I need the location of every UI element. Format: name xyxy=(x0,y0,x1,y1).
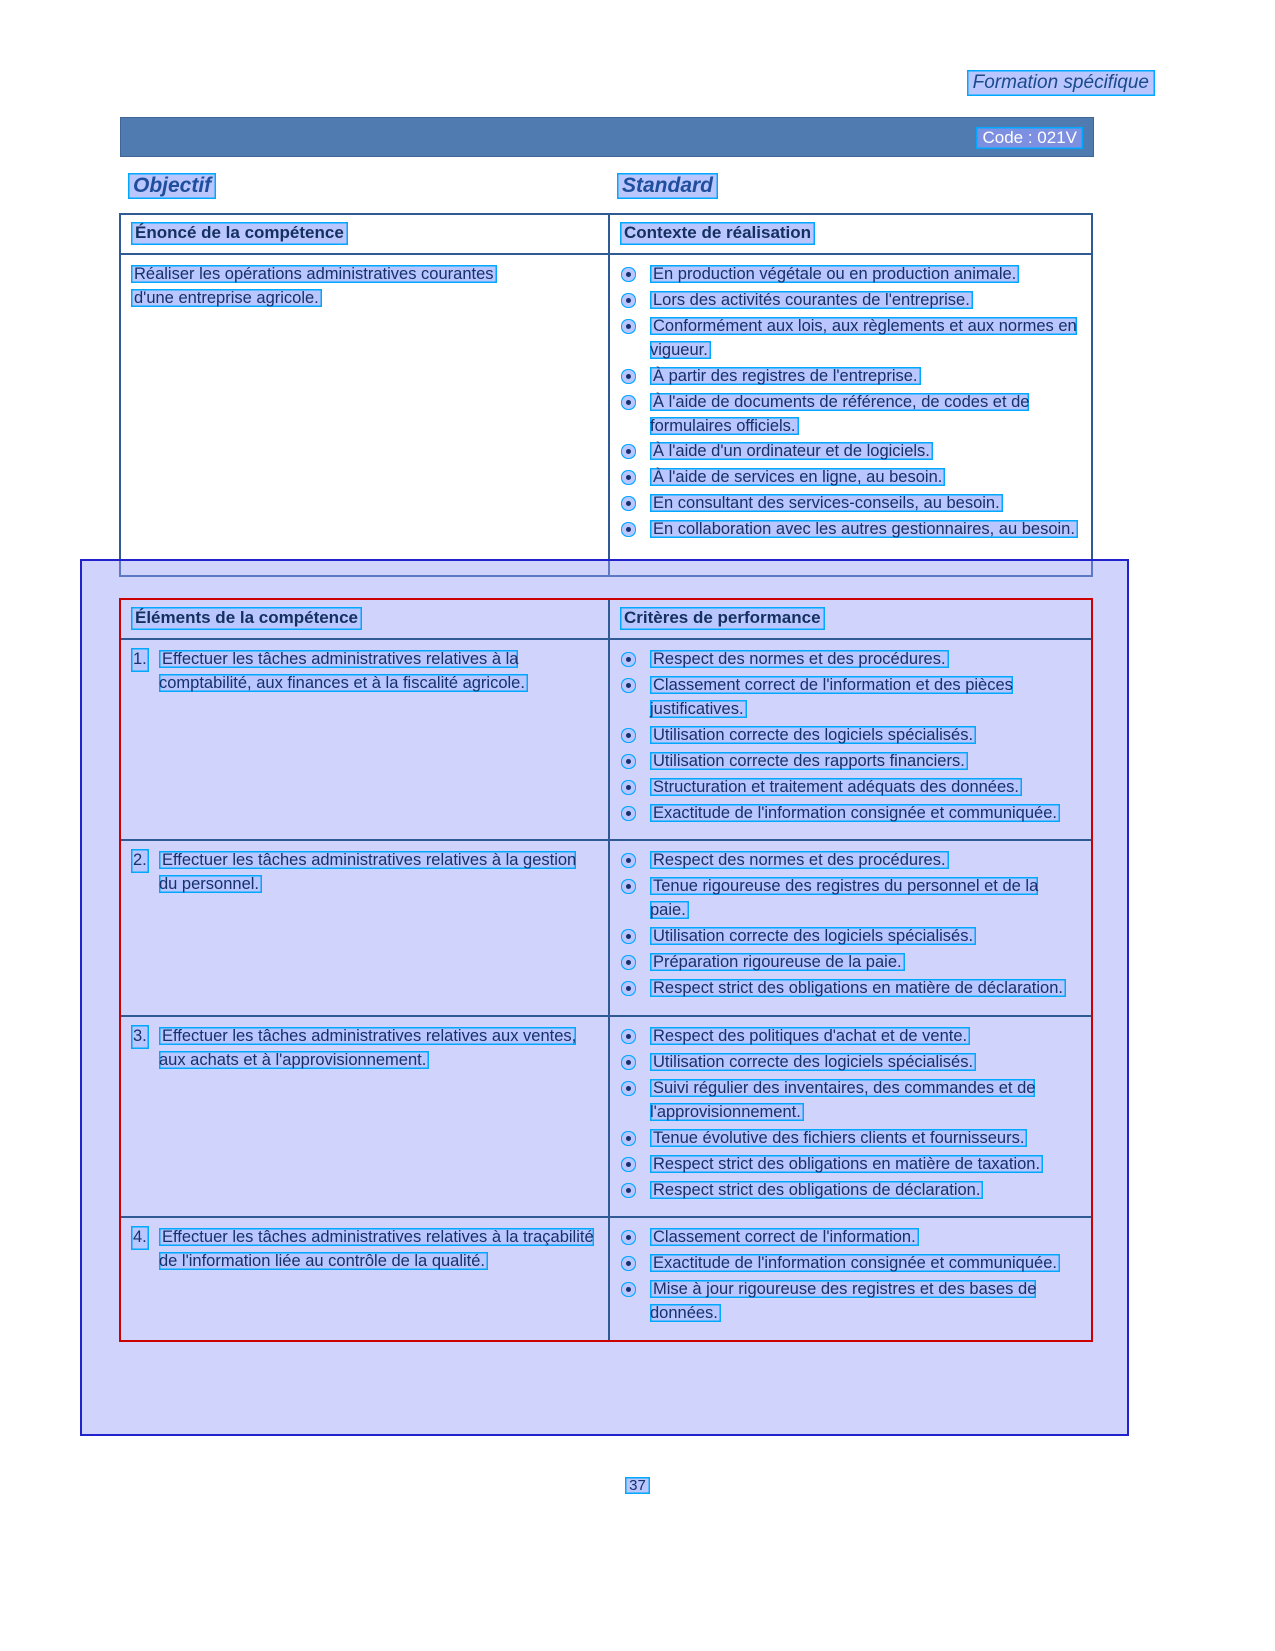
list-item xyxy=(620,802,1081,826)
table1-header-row xyxy=(121,215,1091,255)
element-cell xyxy=(121,841,610,1015)
critere-text: Préparation rigoureuse de la paie. xyxy=(650,953,905,971)
criteres-header-label: Critères de performance xyxy=(620,607,825,630)
critere-text: Mise à jour rigoureuse des registres et des bases de données. xyxy=(650,1280,1037,1323)
critere-text: Utilisation correcte des logiciels spécialisés. xyxy=(650,1053,976,1071)
list-item xyxy=(620,1179,1081,1203)
critere-text: Respect strict des obligations de déclaration. xyxy=(650,1181,983,1199)
table1-body-row xyxy=(121,255,1091,575)
table2-header-left-cell xyxy=(121,600,610,638)
elements-header-label: Éléments de la compétence xyxy=(131,607,362,630)
list-item xyxy=(620,977,1081,1001)
enonce-line-1: Réaliser les opérations administratives courantes xyxy=(131,265,497,283)
critere-text: Exactitude de l'information consignée et communiquée. xyxy=(650,804,1060,822)
contexte-item-text: En production végétale ou en production animale. xyxy=(650,265,1019,283)
element-entry xyxy=(131,849,598,897)
elements-criteres-table xyxy=(119,598,1093,1342)
list-item xyxy=(620,648,1081,672)
list-item xyxy=(620,674,1081,722)
enonce-header-label: Énoncé de la compétence xyxy=(131,222,348,245)
table2-header-right-cell xyxy=(610,600,1091,638)
list-item xyxy=(620,391,1081,439)
enonce-text xyxy=(131,263,598,311)
criteres-list xyxy=(620,648,1081,825)
element-entry xyxy=(131,1025,598,1073)
element-cell xyxy=(121,1017,610,1216)
list-item xyxy=(620,925,1081,949)
criteres-cell xyxy=(610,640,1091,839)
list-item xyxy=(620,1153,1081,1177)
objectif-heading: Objectif xyxy=(128,173,216,199)
table-row xyxy=(121,841,1091,1017)
contexte-item-text: Conformément aux lois, aux règlements et aux normes en vigueur. xyxy=(650,316,1077,359)
list-item xyxy=(620,1226,1081,1250)
criteres-cell xyxy=(610,1218,1091,1340)
contexte-item-text: À partir des registres de l'entreprise. xyxy=(650,367,921,385)
criteres-list xyxy=(620,849,1081,1001)
contexte-list xyxy=(620,263,1081,542)
list-item xyxy=(620,315,1081,363)
list-item xyxy=(620,365,1081,389)
critere-text: Respect strict des obligations en matière de déclaration. xyxy=(650,979,1066,997)
critere-text: Tenue rigoureuse des registres du personnel et de la paie. xyxy=(650,877,1039,920)
list-item xyxy=(620,1051,1081,1075)
list-item xyxy=(620,263,1081,287)
code-bar xyxy=(120,117,1094,157)
element-entry xyxy=(131,648,598,696)
list-item xyxy=(620,776,1081,800)
list-item xyxy=(620,1025,1081,1049)
table1-header-left-cell xyxy=(121,215,610,253)
contexte-item-text: En collaboration avec les autres gestionnaires, au besoin. xyxy=(650,520,1078,538)
element-cell xyxy=(121,1218,610,1340)
contexte-item-text: À l'aide d'un ordinateur et de logiciels. xyxy=(650,442,933,460)
element-number: 1. xyxy=(131,648,149,672)
list-item xyxy=(620,518,1081,542)
contexte-item-text: À l'aide de documents de référence, de codes et de formulaires officiels. xyxy=(650,392,1030,435)
list-item xyxy=(620,875,1081,923)
contexte-item-text: Lors des activités courantes de l'entreprise. xyxy=(650,291,973,309)
table1-header-right-cell xyxy=(610,215,1091,253)
element-number: 3. xyxy=(131,1025,149,1049)
element-cell xyxy=(121,640,610,839)
criteres-list xyxy=(620,1025,1081,1202)
list-item xyxy=(620,1278,1081,1326)
list-item xyxy=(620,492,1081,516)
list-item xyxy=(620,1127,1081,1151)
objectif-standard-table xyxy=(119,213,1093,577)
critere-text: Structuration et traitement adéquats des données. xyxy=(650,778,1022,796)
list-item xyxy=(620,1077,1081,1125)
critere-text: Classement correct de l'information. xyxy=(650,1228,919,1246)
table-row xyxy=(121,1218,1091,1340)
critere-text: Respect des politiques d'achat et de vente. xyxy=(650,1027,970,1045)
element-number: 2. xyxy=(131,849,149,873)
list-item xyxy=(620,849,1081,873)
element-text: Effectuer les tâches administratives relatives à la gestion du personnel. xyxy=(159,851,577,894)
element-text: Effectuer les tâches administratives relatives à la traçabilité de l'information liée au contrôle de la qualité. xyxy=(159,1228,594,1271)
enonce-cell xyxy=(121,255,610,575)
list-item xyxy=(620,951,1081,975)
element-number: 4. xyxy=(131,1226,149,1250)
table-row xyxy=(121,1017,1091,1218)
element-text: Effectuer les tâches administratives relatives aux ventes, aux achats et à l'approvisionnement. xyxy=(159,1026,577,1069)
critere-text: Utilisation correcte des logiciels spécialisés. xyxy=(650,726,976,744)
page-number xyxy=(0,1477,1275,1494)
list-item xyxy=(620,466,1081,490)
critere-text: Tenue évolutive des fichiers clients et fournisseurs. xyxy=(650,1129,1027,1147)
contexte-item-text: En consultant des services-conseils, au besoin. xyxy=(650,494,1003,512)
criteres-list xyxy=(620,1226,1081,1326)
enonce-line-2: d'une entreprise agricole. xyxy=(131,289,322,307)
contexte-item-text: À l'aide de services en ligne, au besoin. xyxy=(650,468,945,486)
contexte-header-label: Contexte de réalisation xyxy=(620,222,815,245)
critere-text: Respect des normes et des procédures. xyxy=(650,851,949,869)
criteres-cell xyxy=(610,1017,1091,1216)
critere-text: Utilisation correcte des rapports financiers. xyxy=(650,752,968,770)
critere-text: Exactitude de l'information consignée et communiquée. xyxy=(650,1254,1060,1272)
standard-heading: Standard xyxy=(617,173,718,199)
element-text: Effectuer les tâches administratives relatives à la comptabilité, aux finances et à la fiscalité agricole. xyxy=(159,650,528,692)
list-item xyxy=(620,1252,1081,1276)
critere-text: Utilisation correcte des logiciels spécialisés. xyxy=(650,927,976,945)
section-title: Formation spécifique xyxy=(967,70,1155,96)
list-item xyxy=(620,440,1081,464)
critere-text: Suivi régulier des inventaires, des commandes et de l'approvisionnement. xyxy=(650,1078,1036,1121)
competency-code: Code : 021V xyxy=(976,127,1083,149)
page-number-value: 37 xyxy=(625,1477,650,1494)
criteres-cell xyxy=(610,841,1091,1015)
list-item xyxy=(620,750,1081,774)
contexte-cell xyxy=(610,255,1091,575)
list-item xyxy=(620,289,1081,313)
table2-header-row xyxy=(121,600,1091,640)
critere-text: Respect strict des obligations en matière de taxation. xyxy=(650,1155,1043,1173)
critere-text: Respect des normes et des procédures. xyxy=(650,650,949,668)
list-item xyxy=(620,724,1081,748)
critere-text: Classement correct de l'information et des pièces justificatives. xyxy=(650,675,1013,718)
table-row xyxy=(121,640,1091,841)
element-entry xyxy=(131,1226,598,1274)
